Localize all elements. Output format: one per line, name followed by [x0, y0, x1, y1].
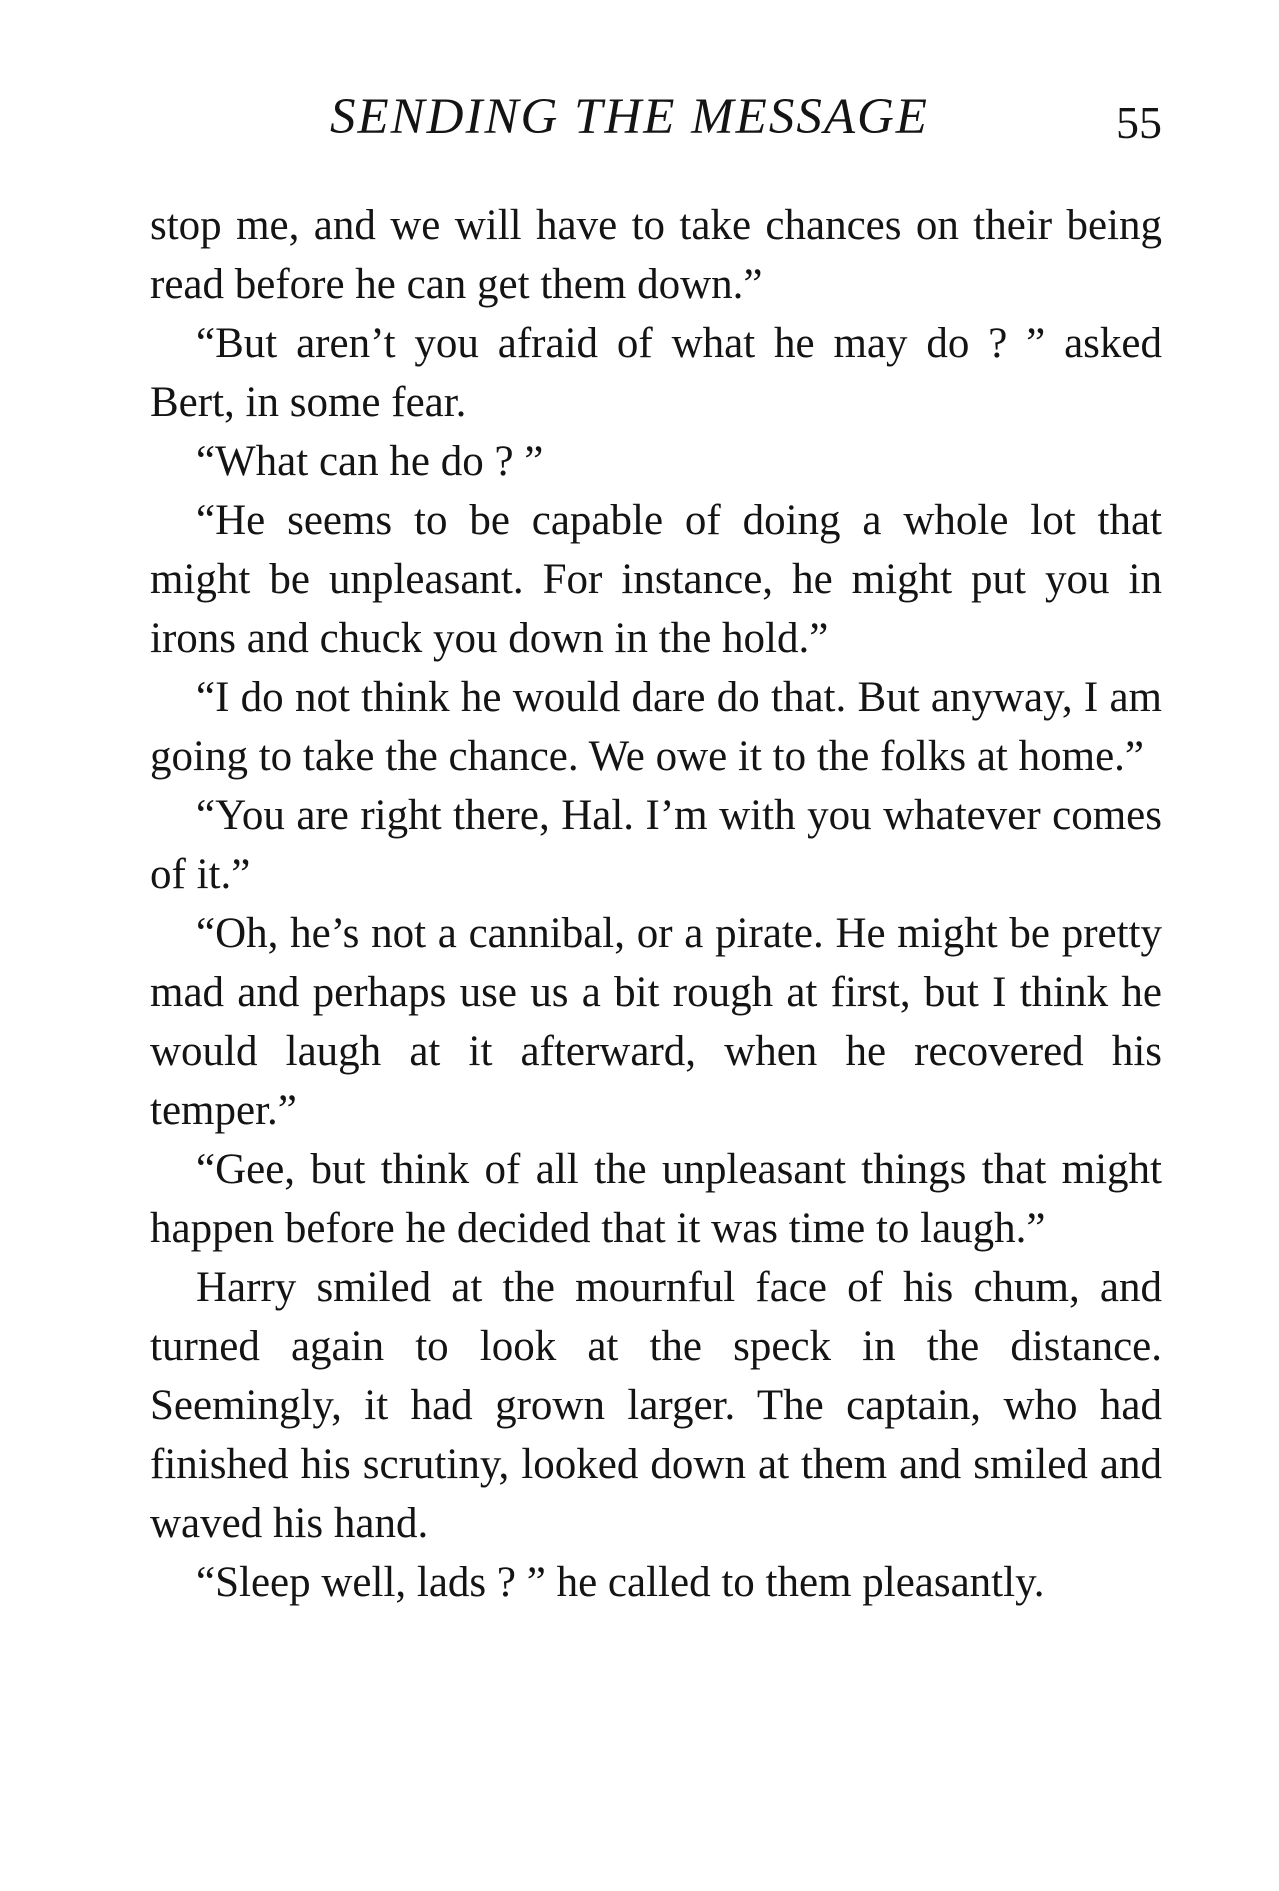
paragraph: “But aren’t you afraid of what he may do ? ” asked Bert, in some fear.	[150, 320, 1162, 426]
paragraph: “You are right there, Hal. I’m with you whatever comes of it.”	[150, 792, 1162, 898]
chapter-title: SENDING THE MESSAGE	[330, 89, 929, 145]
body-text	[150, 196, 1162, 1612]
paragraph-continued: stop me, and we will have to take chances on their being read before he can get them down.”	[150, 202, 1162, 308]
paragraph: “He seems to be capable of doing a whole lot that might be unpleasant. For instance, he might put you in irons and chuck you down in the hold.”	[150, 497, 1162, 662]
paragraph: Harry smiled at the mournful face of his chum, and turned again to look at the speck in the distance. Seemingly, it had grown larger. The captain, who had finished his scrutiny, looked down at them and smiled and waved his hand.	[150, 1264, 1162, 1547]
paragraph: “Oh, he’s not a cannibal, or a pirate. He might be pretty mad and perhaps use us a bit rough at first, but I think he would laugh at it afterward, when he recovered his temper.”	[150, 910, 1162, 1134]
paragraph: “What can he do ? ”	[196, 438, 544, 485]
paragraph: “Sleep well, lads ? ” he called to them pleasantly.	[196, 1559, 1045, 1606]
running-head	[150, 82, 1162, 152]
page-number: 55	[1116, 97, 1162, 148]
paragraph: “Gee, but think of all the unpleasant things that might happen before he decided that it was time to laugh.”	[150, 1146, 1162, 1252]
paragraph: “I do not think he would dare do that. But anyway, I am going to take the chance. We owe it to the folks at home.”	[150, 674, 1162, 780]
